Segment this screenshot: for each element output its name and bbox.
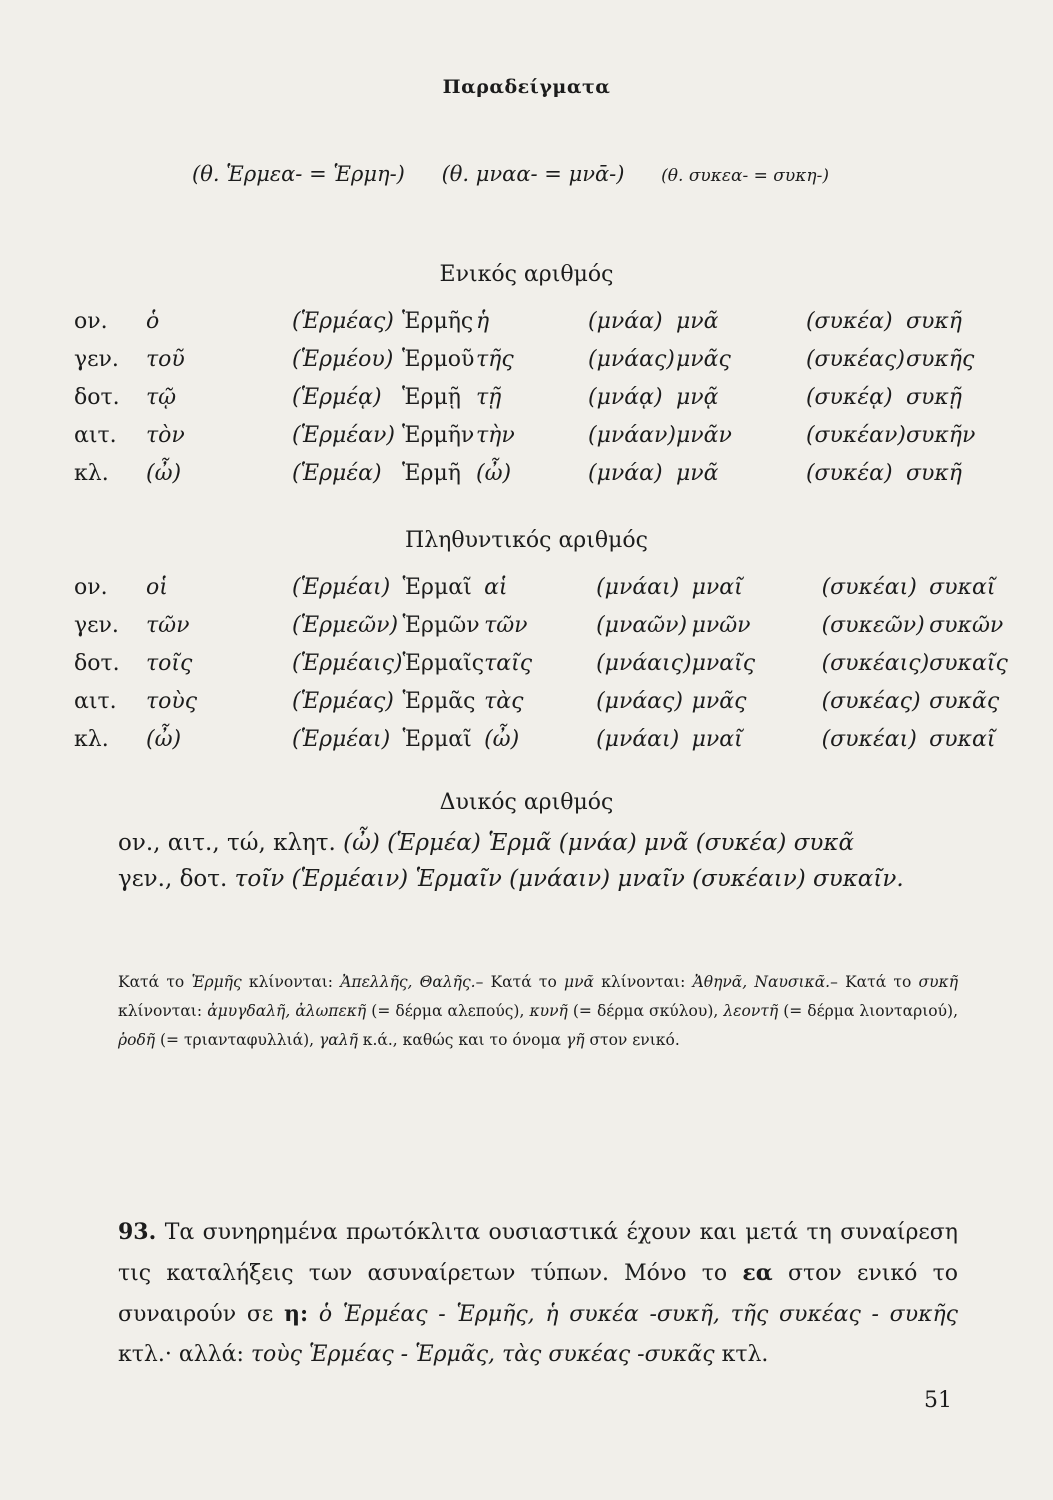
word-form: συκαῖ bbox=[929, 726, 996, 752]
word-form: Ἑρμαῖ bbox=[402, 574, 472, 600]
word-form: συκῆ bbox=[905, 308, 962, 334]
declension-row bbox=[74, 644, 1008, 682]
word-form: (Ἑρμέα) bbox=[292, 460, 382, 486]
word-form: μνᾷ bbox=[675, 384, 719, 410]
word-form: (ὦ) bbox=[476, 460, 512, 486]
paragraph-number: 93. bbox=[118, 1219, 157, 1245]
word-form: (μνάας) bbox=[596, 688, 683, 714]
word-form: αἱ bbox=[484, 574, 508, 600]
word-form: Ἑρμῆς bbox=[402, 308, 474, 334]
word-form: (μνάα) bbox=[588, 460, 663, 486]
case-label: δοτ. bbox=[74, 650, 120, 676]
word-form: συκαῖς bbox=[929, 650, 1008, 676]
note-text: Κατά το bbox=[118, 973, 192, 991]
word-form: μνᾶν bbox=[675, 422, 732, 448]
word-form: τὰς bbox=[484, 688, 524, 714]
word-form: (μναῶν) bbox=[596, 612, 688, 638]
word-form: (συκέαι) bbox=[821, 726, 917, 752]
word-form: συκῆς bbox=[905, 346, 975, 372]
word-form: συκῶν bbox=[929, 612, 1004, 638]
case-label: ον. bbox=[74, 308, 108, 334]
dual-row-genitive bbox=[118, 866, 904, 892]
stem-mna: (θ. μναα- = μνᾱ-) bbox=[441, 162, 625, 186]
word-form: τῷ bbox=[146, 384, 177, 410]
paragraph-example: τοὺς Ἑρμέας - Ἑρμᾶς, τὰς συκέας -συκᾶς bbox=[250, 1342, 715, 1367]
word-form: (μνάαις) bbox=[596, 650, 692, 676]
declension-row bbox=[74, 416, 975, 454]
word-form: (μνάαι) bbox=[596, 726, 680, 752]
note-word: ἀμυγδαλῆ, ἀλωπεκῆ bbox=[207, 1002, 367, 1020]
case-label: γεν. bbox=[74, 346, 119, 372]
case-label: κλ. bbox=[74, 726, 109, 752]
note-word: κυνῆ bbox=[529, 1002, 568, 1020]
note-text: (= τριανταφυλλιά), bbox=[155, 1031, 320, 1049]
word-form: Ἑρμῶν bbox=[402, 612, 480, 638]
word-form: (Ἑρμέαι) bbox=[292, 726, 391, 752]
word-form: (Ἑρμέᾳ) bbox=[292, 384, 382, 410]
declension-row bbox=[74, 606, 1008, 644]
word-form: μνᾶ bbox=[675, 308, 719, 334]
word-form: (μνάας) bbox=[588, 346, 675, 372]
plural-heading: Πληθυντικός αριθμός bbox=[405, 528, 648, 553]
word-form: (Ἑρμέαις) bbox=[292, 650, 403, 676]
note-word: Ἀπελλῆς, Θαλῆς. bbox=[340, 973, 476, 991]
declension-row bbox=[74, 340, 975, 378]
note-text: κ.ά., καθώς και το όνομα bbox=[357, 1031, 566, 1049]
case-label: ον. bbox=[74, 574, 108, 600]
word-form: συκῇ bbox=[905, 384, 962, 410]
paragraph-bold: εα bbox=[742, 1260, 773, 1286]
word-form: Ἑρμῆν bbox=[402, 422, 475, 448]
word-form: (συκέαν) bbox=[805, 422, 906, 448]
word-form: Ἑρμαῖς bbox=[402, 650, 485, 676]
word-form: συκᾶς bbox=[929, 688, 1000, 714]
word-form: Ἑρμαῖ bbox=[402, 726, 472, 752]
word-form: ταῖς bbox=[484, 650, 533, 676]
singular-heading: Ενικός αριθμός bbox=[439, 262, 614, 287]
plural-table bbox=[74, 568, 1008, 758]
word-form: οἱ bbox=[146, 574, 168, 600]
paragraph-example: ὁ Ἑρμέας - Ἑρμῆς, ἡ συκέα -συκῆ, τῆς συκέας - συκῆς bbox=[318, 1302, 958, 1327]
word-form: (συκεῶν) bbox=[821, 612, 925, 638]
note-text: – Κατά το bbox=[475, 973, 565, 991]
word-form: μνᾶ bbox=[675, 460, 719, 486]
word-form: (μνάᾳ) bbox=[588, 384, 663, 410]
paragraph-93 bbox=[118, 1212, 958, 1375]
note-word: Ἑρμῆς bbox=[191, 973, 242, 991]
word-form: τοῖς bbox=[146, 650, 193, 676]
word-form: τῶν bbox=[146, 612, 190, 638]
word-form: μναῖς bbox=[691, 650, 756, 676]
word-form: (ὦ) bbox=[484, 726, 520, 752]
word-form: (μνάαν) bbox=[588, 422, 676, 448]
footnote bbox=[118, 968, 958, 1055]
word-form: Ἑρμῆ bbox=[402, 460, 461, 486]
case-label: γεν. bbox=[74, 612, 119, 638]
word-form: τῆς bbox=[476, 346, 514, 372]
word-form: τὴν bbox=[476, 422, 515, 448]
page-number: 51 bbox=[924, 1388, 952, 1413]
singular-table bbox=[74, 302, 975, 492]
case-label: κλ. bbox=[74, 460, 109, 486]
word-form: (Ἑρμέας) bbox=[292, 688, 394, 714]
note-word: γαλῆ bbox=[319, 1031, 358, 1049]
word-form: τῇ bbox=[476, 384, 502, 410]
note-text: – Κατά το bbox=[830, 973, 919, 991]
declension-row bbox=[74, 682, 1008, 720]
word-form: (Ἑρμέαι) bbox=[292, 574, 391, 600]
case-label: δοτ. bbox=[74, 384, 120, 410]
dual-label: ον., αιτ., τώ, κλητ. bbox=[118, 830, 336, 856]
word-form: (ὦ) bbox=[146, 726, 182, 752]
word-form: συκῆν bbox=[905, 422, 976, 448]
paragraph-text bbox=[308, 1302, 319, 1327]
word-form: μνῶν bbox=[691, 612, 751, 638]
note-text: κλίνονται: bbox=[241, 973, 341, 991]
word-form: τοῦ bbox=[146, 346, 185, 372]
paragraph-bold: η: bbox=[284, 1301, 309, 1327]
dual-label: γεν., δοτ. bbox=[118, 866, 228, 892]
word-form: (συκέας) bbox=[805, 346, 905, 372]
word-form: τοὺς bbox=[146, 688, 198, 714]
note-word: λεοντῆ bbox=[723, 1002, 779, 1020]
word-form: (συκέας) bbox=[821, 688, 921, 714]
word-form: (συκέᾳ) bbox=[805, 384, 893, 410]
declension-row bbox=[74, 378, 975, 416]
word-form: μνᾶς bbox=[675, 346, 731, 372]
paragraph-text: κτλ. bbox=[714, 1342, 769, 1367]
word-form: συκαῖ bbox=[929, 574, 996, 600]
note-word: ῥοδῆ bbox=[118, 1031, 156, 1049]
word-form: Ἑρμᾶς bbox=[402, 688, 476, 714]
word-form: (συκέα) bbox=[805, 308, 893, 334]
word-form: (μνάα) bbox=[588, 308, 663, 334]
stem-syke: (θ. συκεα- = συκη-) bbox=[661, 166, 829, 186]
note-text: (= δέρμα σκύλου), bbox=[567, 1002, 724, 1020]
word-form: ἡ bbox=[476, 308, 490, 334]
declension-row bbox=[74, 720, 1008, 758]
word-form: (συκέαι) bbox=[821, 574, 917, 600]
dual-heading: Δυικός αριθμός bbox=[439, 790, 614, 815]
paragraph-text: στον ενικό το συναιρούν σε bbox=[118, 1261, 958, 1327]
word-form: συκῆ bbox=[905, 460, 962, 486]
note-text: στον ενικό. bbox=[584, 1031, 680, 1049]
paragraph-text: κτλ.· αλλά: bbox=[118, 1342, 251, 1367]
word-form: (Ἑρμέαν) bbox=[292, 422, 395, 448]
note-word: μνᾶ bbox=[564, 973, 594, 991]
dual-forms: τοῖν (Ἑρμέαιν) Ἑρμαῖν (μνάαιν) μναῖν (συκέαιν) συκαῖν. bbox=[234, 866, 904, 892]
word-form: μναῖ bbox=[691, 726, 743, 752]
word-form: (Ἑρμέας) bbox=[292, 308, 394, 334]
declension-row bbox=[74, 302, 975, 340]
word-form: Ἑρμῇ bbox=[402, 384, 461, 410]
word-form: ὁ bbox=[146, 308, 160, 334]
note-text: κλίνονται: bbox=[118, 1002, 208, 1020]
word-form: Ἑρμοῦ bbox=[402, 346, 475, 372]
stem-hermes: (θ. Ἑρμεα- = Ἑρμη-) bbox=[192, 162, 405, 186]
case-label: αιτ. bbox=[74, 688, 117, 714]
word-form: τὸν bbox=[146, 422, 185, 448]
declension-row bbox=[74, 454, 975, 492]
word-form: μναῖ bbox=[691, 574, 743, 600]
note-word: συκῆ bbox=[918, 973, 958, 991]
note-text: κλίνονται: bbox=[594, 973, 693, 991]
note-text: (= δέρμα λιονταριού), bbox=[778, 1002, 959, 1020]
word-form: (συκέα) bbox=[805, 460, 893, 486]
note-word: Ἀθηνᾶ, Ναυσικᾶ. bbox=[692, 973, 831, 991]
case-label: αιτ. bbox=[74, 422, 117, 448]
dual-row-nominative bbox=[118, 830, 854, 856]
word-form: (ὦ) bbox=[146, 460, 182, 486]
word-form: τῶν bbox=[484, 612, 528, 638]
note-text: (= δέρμα αλεπούς), bbox=[366, 1002, 530, 1020]
word-form: (Ἑρμεῶν) bbox=[292, 612, 399, 638]
word-form: (Ἑρμέου) bbox=[292, 346, 394, 372]
paragraph-text: Τα συνηρημένα πρωτόκλιτα ουσιαστικά έχουν και μετά τη συναίρεση τις καταλήξεις των ασυναίρετων τύπων. Μόνο το bbox=[118, 1220, 958, 1286]
page-title: Παραδείγματα bbox=[442, 76, 611, 98]
note-word: γῆ bbox=[565, 1031, 585, 1049]
word-form: (συκέαις) bbox=[821, 650, 930, 676]
word-form: (μνάαι) bbox=[596, 574, 680, 600]
word-form: μνᾶς bbox=[691, 688, 747, 714]
declension-row bbox=[74, 568, 1008, 606]
dual-forms: (ὦ) (Ἑρμέα) Ἑρμᾶ (μνάα) μνᾶ (συκέα) συκᾶ bbox=[343, 830, 854, 856]
stem-line bbox=[192, 162, 859, 186]
